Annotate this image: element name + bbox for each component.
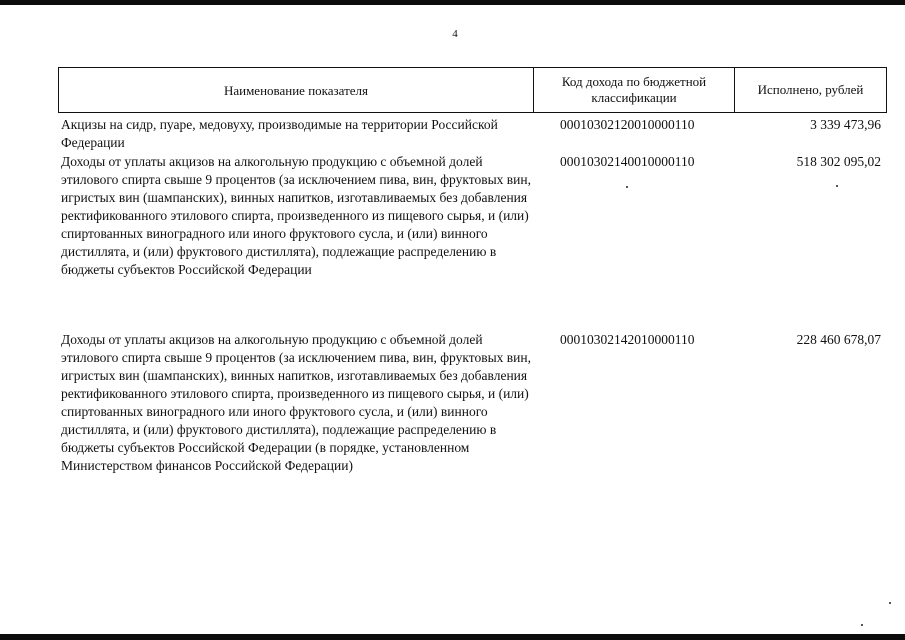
- table-header: [58, 67, 887, 113]
- page-number: 4: [452, 28, 458, 40]
- scan-speck: [861, 624, 863, 626]
- header-amount: Исполнено, рублей: [757, 82, 864, 97]
- scan-bottom-edge: [0, 634, 905, 640]
- scan-speck: [626, 186, 628, 188]
- row-amount: 3 339 473,96: [810, 117, 881, 132]
- row-code: 00010302142010000110: [560, 332, 695, 347]
- scan-speck: [889, 602, 891, 604]
- scan-top-edge: [0, 0, 905, 5]
- row-code: 00010302140010000110: [560, 154, 695, 169]
- scan-speck: [836, 185, 838, 187]
- row-amount: 228 460 678,07: [796, 332, 881, 347]
- header-code: Код дохода по бюджетной классификации: [534, 68, 735, 112]
- row-amount: 518 302 095,02: [796, 154, 881, 169]
- row-name: Акцизы на сидр, пуаре, медовуху, производимые на территории Российской Федерации: [61, 117, 498, 150]
- row-code: 00010302120010000110: [560, 117, 695, 132]
- row-name: Доходы от уплаты акцизов на алкогольную продукцию с объемной долей этилового спирта свыше 9 процентов (за исключением пива, вин, фруктовых вин, игристых вин (шампанских), винных напитков, изготавливаемых без добавления ректификованного этилового спирта, произведенного из пищевого сырья, и (или) спиртованных виноградного или иного фруктового сусла, и (или) винного дистиллята, и (или) фруктового дистиллята), подлежащие распределению в бюджеты субъектов Российской Федерации (в порядке, установленном Министерством финансов Российской Федерации): [61, 332, 531, 473]
- header-name: Наименование показателя: [59, 68, 534, 112]
- row-name: Доходы от уплаты акцизов на алкогольную продукцию с объемной долей этилового спирта свыше 9 процентов (за исключением пива, вин, фруктовых вин, игристых вин (шампанских), винных напитков, изготавливаемых без добавления ректификованного этилового спирта, произведенного из пищевого сырья, и (или) спиртованных виноградного или иного фруктового сусла, и (или) винного дистиллята, и (или) фруктового дистиллята), подлежащие распределению в бюджеты субъектов Российской Федерации: [61, 154, 531, 277]
